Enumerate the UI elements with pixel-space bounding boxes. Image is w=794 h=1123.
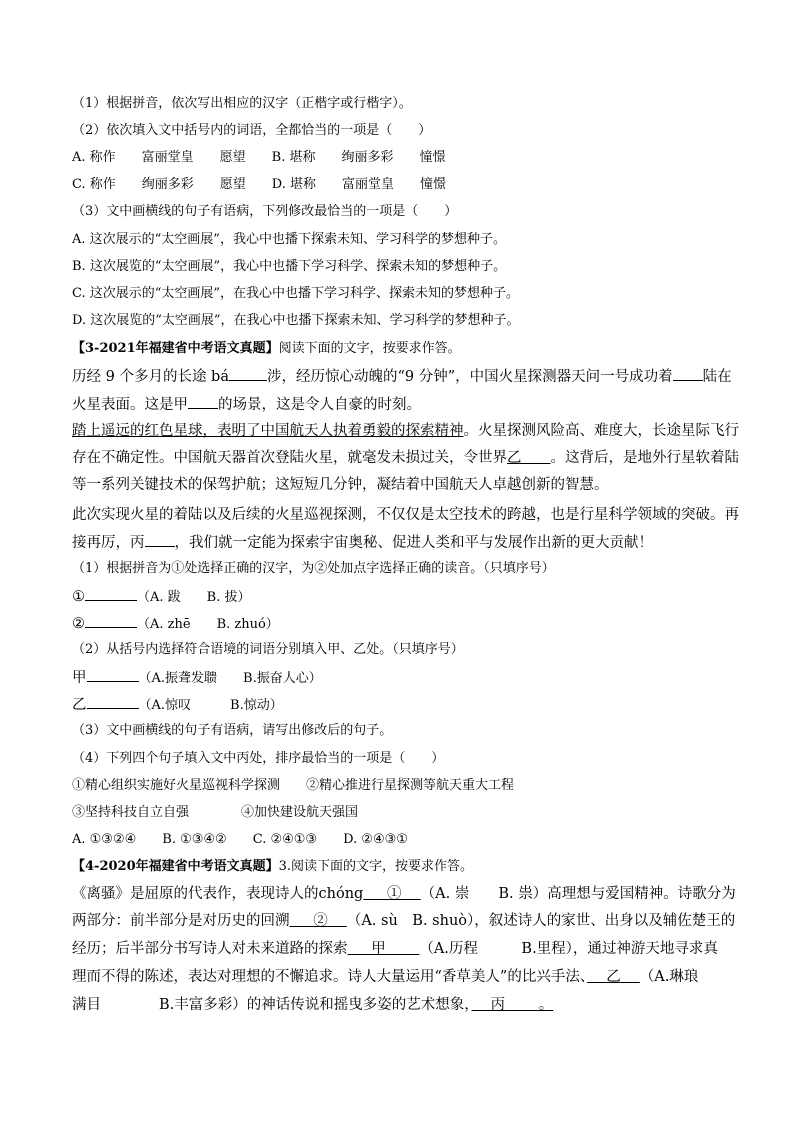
blank-2[interactable] bbox=[673, 366, 703, 381]
s4-blank-jia[interactable]: 甲 bbox=[371, 941, 386, 957]
answer-blank-2[interactable] bbox=[85, 613, 137, 628]
s3-q4-sentences-2: ③坚持科技自立自强 ④加快建设航天强国 bbox=[72, 805, 359, 820]
s4-blank-bing[interactable]: 丙 。 bbox=[490, 997, 554, 1013]
prev-q3-option-c: C. 这次展示的“太空画展”，在我心中也播下学习科学、探索未知的梦想种子。 bbox=[72, 286, 520, 301]
s4-passage-line-1: 《离骚》是屈原的代表作，表现诗人的chóng ① （A. 崇 B. 祟）高理想与爱国精神。诗歌分为 bbox=[72, 886, 736, 902]
s3-passage-line-2: 火星表面。这是甲 的场景，这是令人自豪的时刻。 bbox=[72, 394, 421, 415]
blank-1[interactable] bbox=[229, 366, 267, 381]
section4-source: 【4-2020年福建省中考语文真题】 bbox=[72, 859, 279, 874]
s3-q2-item-yi: 乙 （A.惊叹 B.惊动） bbox=[72, 694, 283, 716]
s4-passage-line-3: 经历；后半部分书写诗人对未来道路的探索 甲 （A.历程 B.里程），通过神游天地寻求真 bbox=[72, 941, 718, 957]
blank-yi[interactable]: 乙 bbox=[507, 450, 522, 466]
answer-blank-1[interactable] bbox=[85, 586, 137, 601]
s3-passage-line-6: 此次实现火星的着陆以及后续的火星巡视探测，不仅仅是太空技术的跨越，也是行星科学领域的突破。再 bbox=[72, 507, 739, 523]
s3-passage-line-7: 接再厉，丙 ，我们就一定能为探索宇宙奥秘、促进人类和平与发展作出新的更大贡献！ bbox=[72, 532, 653, 553]
s4-blank-yi[interactable]: 乙 bbox=[606, 969, 621, 985]
s4-passage-line-2: 两部分：前半部分是对历史的回溯 ② （A. sù B. shuò），叙述诗人的家世、出身以及辅佐楚王的 bbox=[72, 913, 736, 929]
prev-q3-option-d: D. 这次展览的“太空画展”，在我心中也播下探索未知、学习科学的梦想种子。 bbox=[72, 313, 520, 328]
s4-blank-2[interactable]: ② bbox=[313, 913, 328, 929]
s3-q2: （2）从括号内选择符合语境的词语分别填入甲、乙处。（只填序号） bbox=[72, 642, 464, 657]
s3-q3: （3）文中画横线的句子有语病，请写出修改后的句子。 bbox=[72, 723, 393, 738]
s3-q1-item-a: ① （A. 跋 B. 拔） bbox=[72, 586, 250, 608]
s3-q4-options: A. ①③②④ B. ①③④② C. ②④①③ D. ②④③① bbox=[72, 832, 408, 847]
s4-passage-line-5: 满目 B.丰富多彩）的神话传说和摇曳多姿的艺术想象， 丙 。 bbox=[72, 997, 554, 1013]
prev-q2-options-cd: C. 称作 绚丽多彩 愿望 D. 堪称 富丽堂皇 憧憬 bbox=[72, 177, 446, 192]
prev-q2: （2）依次填入文中括号内的词语，全都恰当的一项是（ ） bbox=[72, 123, 432, 138]
section4-instruction: 3.阅读下面的文字，按要求作答。 bbox=[278, 859, 474, 874]
s3-passage-line-1: 历经 9 个多月的长途 bá 涉，经历惊心动魄的“9 分钟”，中国火星探测器天问一号成功着 陆在 bbox=[72, 366, 732, 387]
s3-q2-item-jia: 甲 （A.振聋发聩 B.振奋人心） bbox=[72, 667, 322, 689]
prev-q3-option-a: A. 这次展示的“太空画展”，我心中也播下探索未知、学习科学的梦想种子。 bbox=[72, 232, 506, 247]
s3-q1: （1）根据拼音为①处选择正确的汉字，为②处加点字选择正确的读音。（只填序号） bbox=[72, 561, 555, 576]
s3-q4-sentences-1: ①精心组织实施好火星巡视科学探测 ②精心推进行星探测等航天重大工程 bbox=[72, 778, 515, 793]
section4-header bbox=[72, 858, 473, 876]
s3-passage-line-3: 踏上遥远的红色星球，表明了中国航天人执着勇毅的探索精神。火星探测风险高、难度大，长途星际飞行 bbox=[72, 423, 739, 439]
underlined-sentence: 踏上遥远的红色星球，表明了中国航天人执着勇毅的探索精神 bbox=[72, 423, 464, 439]
prev-q3: （3）文中画横线的句子有语病，下列修改最恰当的一项是（ ） bbox=[72, 204, 458, 219]
s3-q4: （4）下列四个句子填入文中丙处，排序最恰当的一项是（ ） bbox=[72, 751, 445, 766]
prev-q2-options-ab: A. 称作 富丽堂皇 愿望 B. 堪称 绚丽多彩 憧憬 bbox=[72, 150, 446, 165]
blank-bing[interactable] bbox=[145, 532, 175, 547]
s4-passage-line-4: 理而不得的陈述，表达对理想的不懈追求。诗人大量运用“香草美人”的比兴手法、 乙 （A.琳琅 bbox=[72, 969, 699, 985]
answer-blank-jia[interactable] bbox=[87, 667, 139, 682]
s3-passage-line-5: 等一系列关键技术的保驾护航；这短短几分钟，凝结着中国航天人卓越创新的智慧。 bbox=[72, 477, 609, 493]
s3-q1-item-b: ② （A. zhē B. zhuó） bbox=[72, 613, 279, 635]
section3-instruction: 阅读下面的文字，按要求作答。 bbox=[278, 341, 461, 356]
prev-q3-option-b: B. 这次展览的“太空画展”，我心中也播下学习科学、探索未知的梦想种子。 bbox=[72, 259, 507, 274]
blank-jia[interactable] bbox=[188, 394, 218, 409]
answer-blank-yi[interactable] bbox=[87, 694, 139, 709]
s4-blank-1[interactable]: ① bbox=[387, 886, 402, 902]
section3-header bbox=[72, 340, 461, 358]
section3-source: 【3-2021年福建省中考语文真题】 bbox=[72, 341, 279, 356]
prev-q1: （1）根据拼音，依次写出相应的汉字（正楷字或行楷字）。 bbox=[72, 96, 412, 111]
s3-passage-line-4: 存在不确定性。中国航天器首次登陆火星，就毫发未损过关，令世界乙 。这背后，是地外行星软着陆 bbox=[72, 450, 739, 466]
